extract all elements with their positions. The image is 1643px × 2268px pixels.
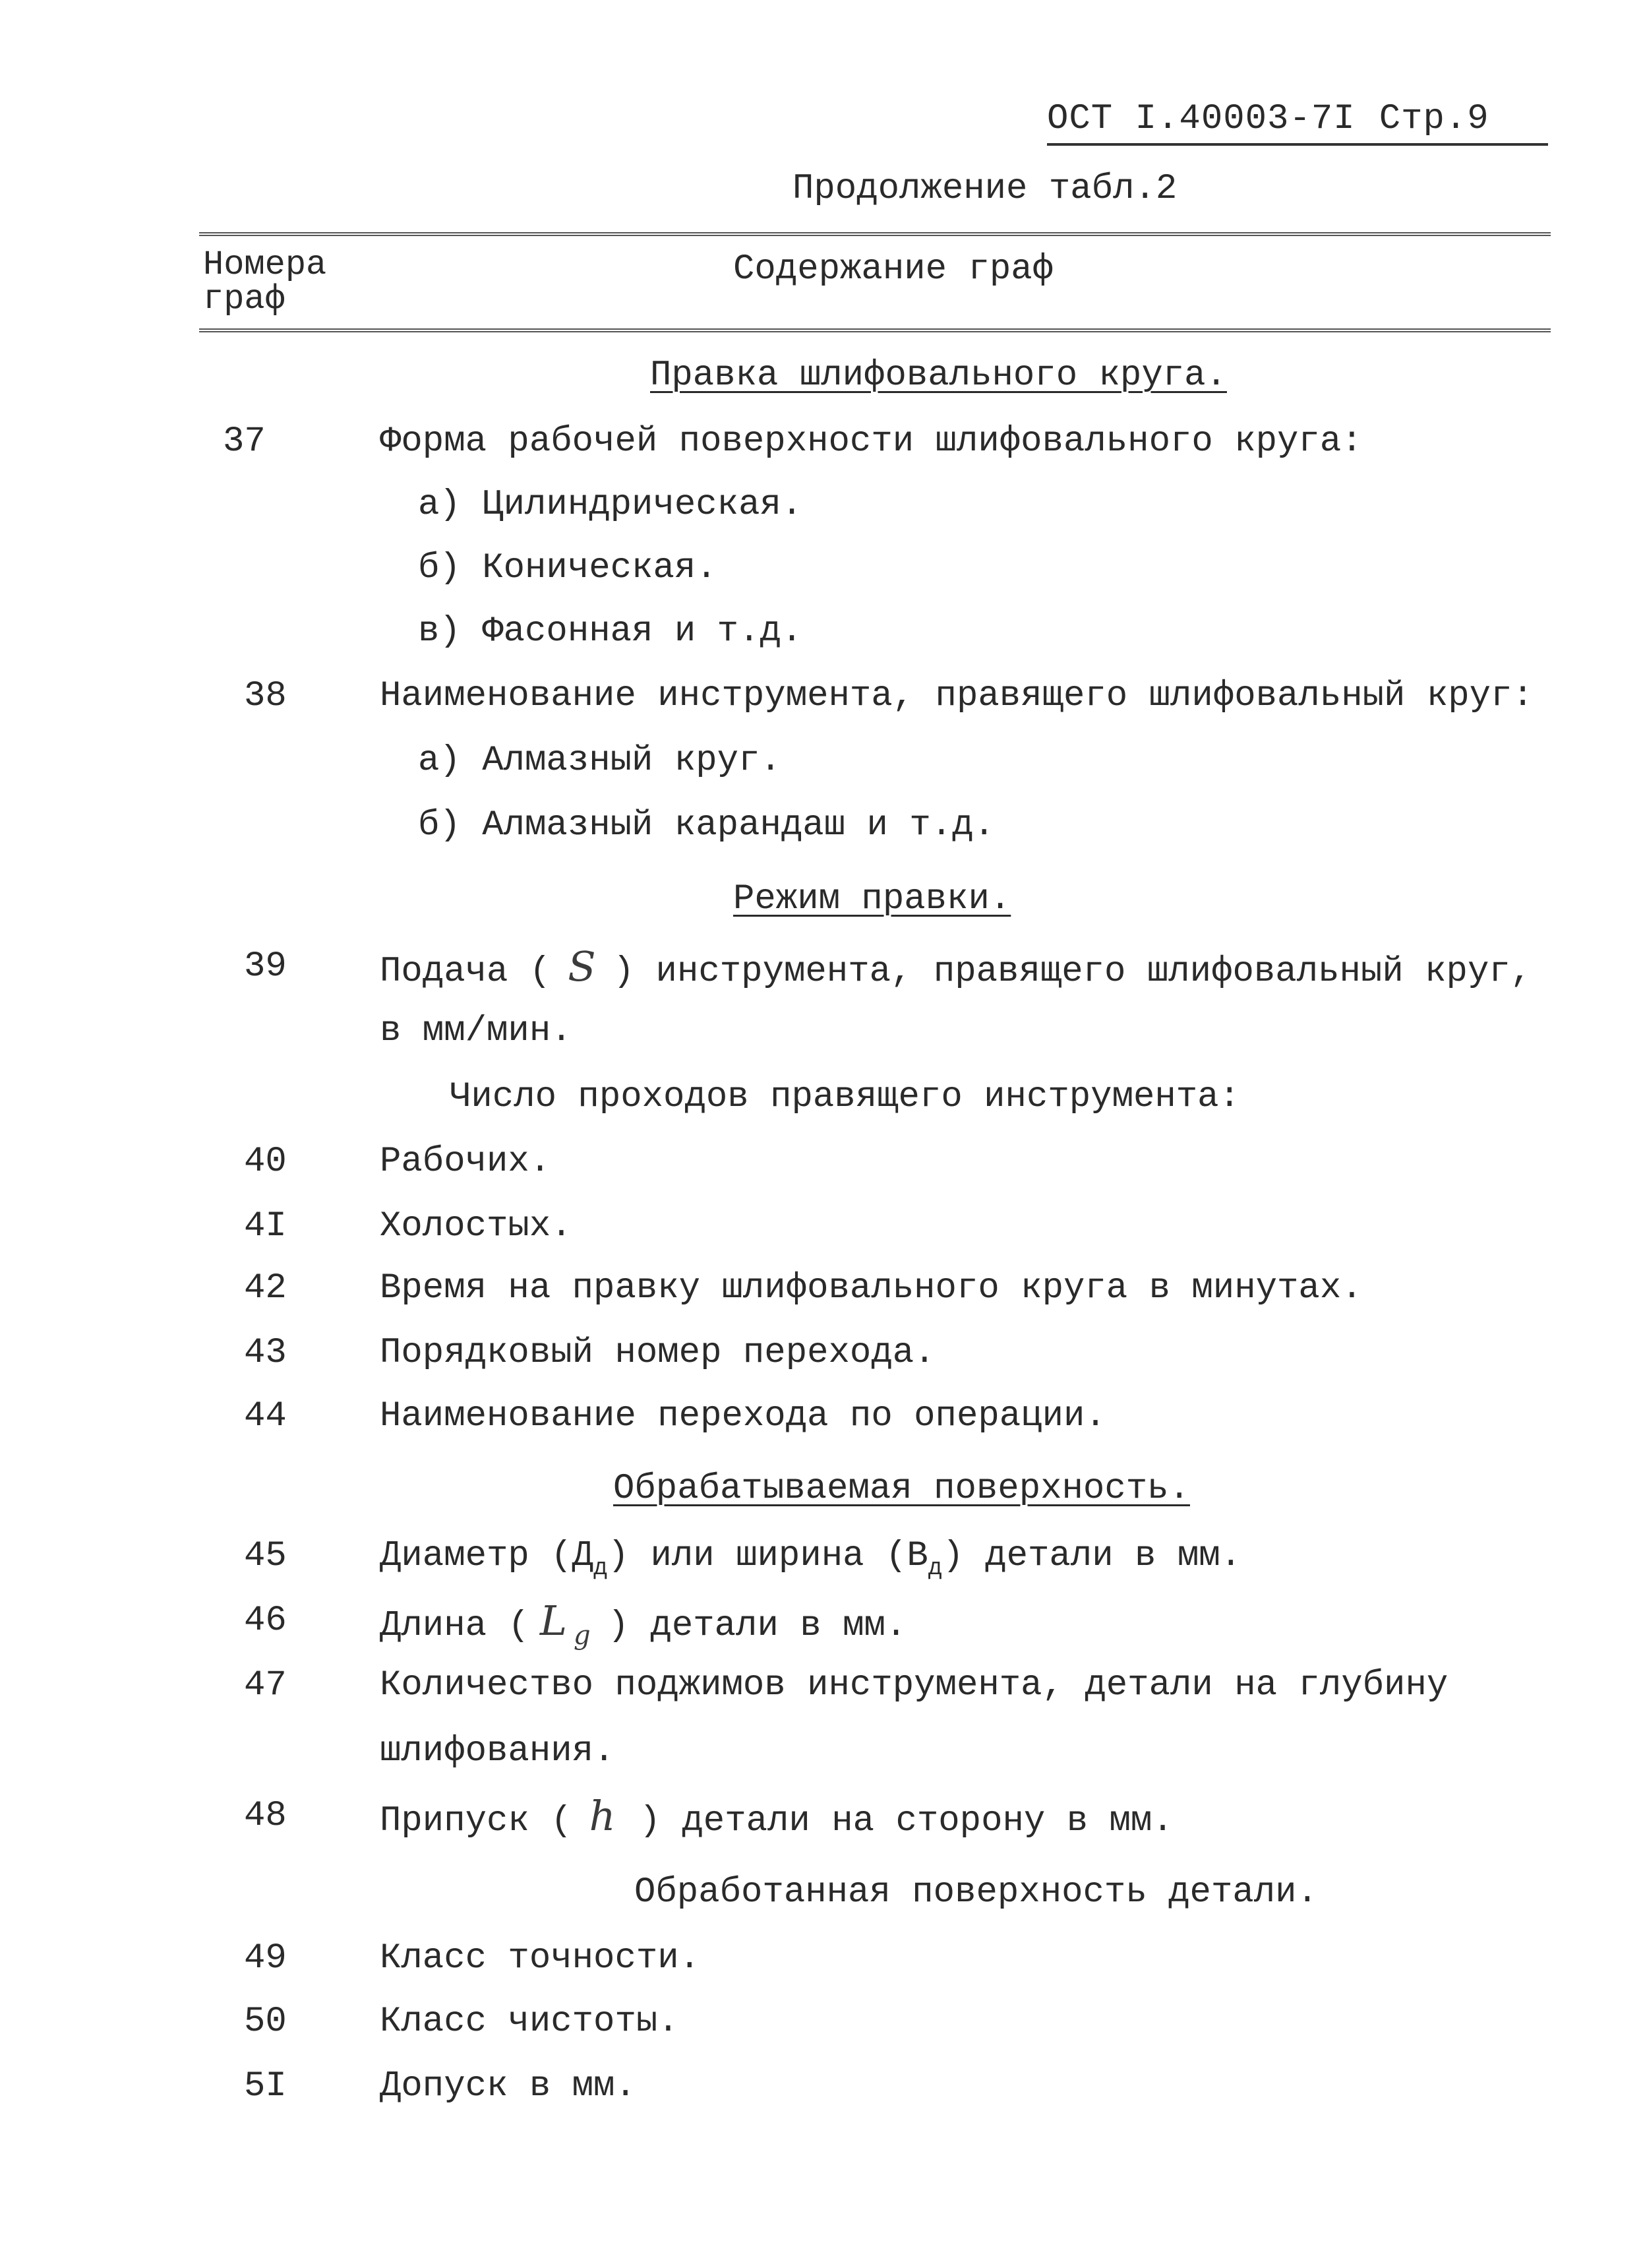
row-number: 42 (244, 1268, 287, 1308)
subscript: д (928, 1554, 943, 1581)
subscript: g (574, 1620, 591, 1651)
table-top-rule (199, 232, 1551, 236)
symbol-length-l: L (539, 1597, 568, 1645)
row-text-part: Припуск ( (380, 1801, 572, 1841)
row-text-part: ) детали на сторону в мм. (639, 1801, 1174, 1841)
row-subitem: б) Коническая. (418, 548, 717, 588)
row-number: 40 (244, 1142, 287, 1182)
row-text-continuation: шлифования. (380, 1731, 615, 1771)
row-text: Класс чистоты. (380, 2002, 679, 2042)
table-header-bottom-rule (199, 328, 1551, 332)
symbol-feed-s: S (568, 942, 596, 991)
row-number: 5I (244, 2066, 287, 2106)
column-header-numbers-line1: Номера (203, 245, 327, 284)
row-subitem: в) Фасонная и т.д. (418, 611, 803, 652)
row-text: Время на правку шлифовального круга в минутах. (380, 1268, 1363, 1308)
row-text: Наименование инструмента, правящего шлифовальный круг: (380, 676, 1534, 716)
row-text-part: Подача ( (380, 952, 551, 992)
document-code: ОСТ I.40003-7I (1047, 99, 1356, 139)
row-text (380, 942, 1532, 992)
row-text: Класс точности. (380, 1938, 701, 1978)
row-text-continuation: в мм/мин. (380, 1011, 572, 1051)
document-header (1047, 99, 1548, 146)
row-number: 48 (244, 1796, 287, 1836)
row-text: Порядковый номер перехода. (380, 1333, 936, 1373)
column-header-numbers-line2: граф (203, 280, 285, 319)
row-text: Рабочих. (380, 1142, 551, 1182)
row-number: 49 (244, 1938, 287, 1978)
row-number: 50 (244, 2002, 287, 2042)
row-subitem: б) Алмазный карандаш и т.д. (418, 805, 995, 845)
row-number: 46 (244, 1601, 287, 1641)
row-text-part: Длина ( (380, 1606, 529, 1646)
row-text-part: ) детали в мм. (607, 1606, 907, 1646)
subsection-title-passes: Число проходов правящего инструмента: (450, 1077, 1240, 1117)
row-number: 43 (244, 1333, 287, 1373)
table-continuation-title: Продолжение табл.2 (792, 169, 1178, 209)
row-text-part: ) или ширина (В (607, 1536, 928, 1576)
row-number: 38 (244, 676, 287, 716)
section-title-finished-surface: Обработанная поверхность детали. (634, 1872, 1318, 1913)
row-number: 39 (244, 946, 287, 987)
row-text: Количество поджимов инструмента, детали на глубину (380, 1665, 1449, 1705)
symbol-allowance-h: h (589, 1792, 616, 1840)
page-number: Стр.9 (1379, 99, 1489, 139)
row-number: 4I (244, 1206, 287, 1246)
section-title-wheel-dressing: Правка шлифовального круга. (650, 355, 1227, 396)
section-title-dressing-mode: Режим правки. (733, 879, 1011, 919)
row-subitem: а) Цилиндрическая. (418, 485, 803, 525)
subscript: д (593, 1554, 608, 1581)
row-number: 44 (244, 1396, 287, 1436)
row-text: Наименование перехода по операции. (380, 1396, 1106, 1436)
row-number: 47 (244, 1665, 287, 1705)
row-text-part: ) инструмента, правящего шлифовальный круг, (612, 952, 1532, 992)
row-text: Допуск в мм. (380, 2066, 636, 2106)
row-text (380, 1537, 1241, 1588)
row-text: Форма рабочей поверхности шлифовального круга: (380, 421, 1363, 462)
column-header-numbers (203, 245, 327, 319)
row-text (380, 1792, 1174, 1841)
row-number: 45 (244, 1536, 287, 1576)
row-text-part: Диаметр (Д (380, 1536, 594, 1576)
row-text: Холостых. (380, 1206, 572, 1246)
row-text-part: ) детали в мм. (942, 1536, 1242, 1576)
row-number: 37 (223, 421, 266, 462)
section-title-machined-surface: Обрабатываемая поверхность. (613, 1469, 1190, 1509)
column-header-content: Содержание граф (733, 249, 1054, 290)
row-subitem: а) Алмазный круг. (418, 741, 781, 781)
row-text (380, 1597, 907, 1655)
